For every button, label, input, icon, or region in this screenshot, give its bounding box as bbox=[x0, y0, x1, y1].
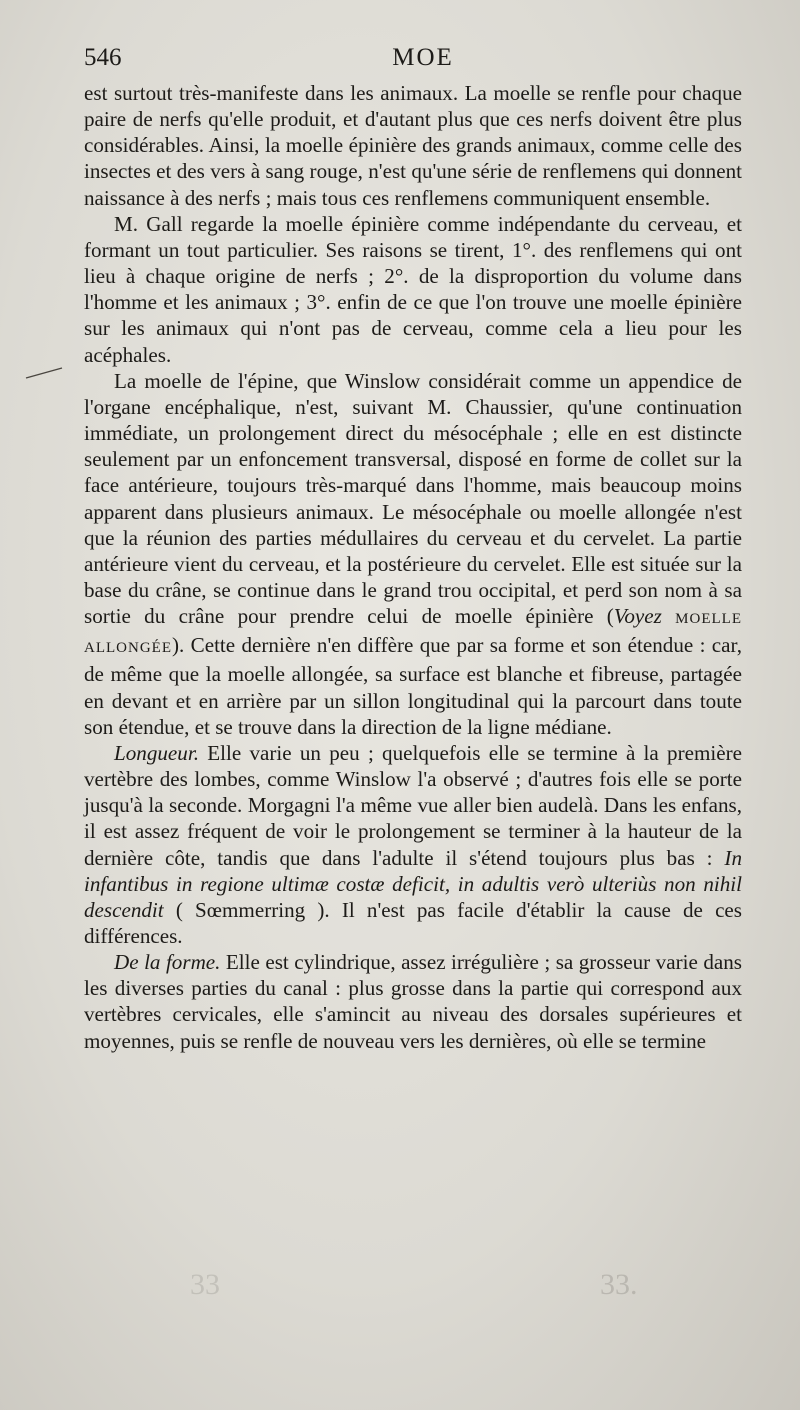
bleed-through-right: 33. bbox=[600, 1268, 638, 1301]
page-header bbox=[84, 44, 762, 84]
running-head: MOE bbox=[392, 44, 454, 71]
cross-reference: MOELLE ALLONGÉE bbox=[84, 611, 742, 657]
voyez-ref: Voyez bbox=[613, 604, 662, 629]
section-lead-longueur: Longueur. bbox=[114, 740, 199, 765]
paragraph-1: est surtout très-manifeste dans les animaux. La moelle se renfle pour chaque paire de nerfs qu'elle produit, et d'autant plus que ces nerfs doivent être plus considérables. Ainsi, la moelle épinière des grands animaux, comme celle des insectes et des vers à sang rouge, n'est qu'une série de renflemens qui donnent naissance à des nerfs ; mais tous ces renflemens communiquent ensemble. bbox=[84, 81, 742, 210]
latin-quote: In infantibus in regione ultimæ costæ deficit, in adultis verò ulteriùs non nihil descendit bbox=[84, 845, 742, 922]
bleed-through-left: 33 bbox=[190, 1268, 220, 1301]
section-lead-forme: De la forme. bbox=[114, 950, 221, 975]
paragraph-3: La moelle de l'épine, que Winslow considérait comme un appendice de l'organe encéphalique, n'est, suivant M. Chaussier, qu'une continuation immédiate, un prolongement direct du mésocéphale ; elle en est distincte seulement par un enfoncement transversal, disposé en forme de collet sur la face antérieure, toujours très-marqué dans l'homme, mais beaucoup moins apparent dans plusieurs animaux. Le mésocéphale ou moelle allongée n'est que la réunion des parties médullaires du cerveau et du cervelet. La partie antérieure vient du cerveau, et la postérieure du cervelet. Elle est située sur la base du crâne, se continue dans le grand trou occipital, et perd son nom à sa sortie du crâne pour prendre celui de moelle épinière (Voyez MOELLE ALLONGÉE). Cette dernière n'en diffère que par sa forme et son étendue : car, de même que la moelle allongée, sa surface est blanche et fibreuse, partagée en devant et en arrière par un sillon longitudinal qui la parcourt dans toute son étendue, et se trouve dans la direction de la ligne médiane. bbox=[84, 368, 742, 739]
margin-pencil-mark bbox=[24, 366, 64, 380]
paragraph-2: M. Gall regarde la moelle épinière comme indépendante du cerveau, et formant un tout particulier. Ses raisons se tirent, 1°. des renflemens qui ont lieu à chaque origine de nerfs ; 2°. de la disproportion du volume dans l'homme et les animaux ; 3°. enfin de ce que l'on trouve une moelle épinière sur les animaux qui n'ont pas de cerveau, comme cela a lieu pour les acéphales. bbox=[84, 211, 742, 367]
paragraph-4: Longueur. Elle varie un peu ; quelquefois elle se termine à la première vertèbre des lombes, comme Winslow l'a observé ; d'autres fois elle se porte jusqu'à la seconde. Morgagni l'a même vue aller bien audelà. Dans les enfans, il est assez fréquent de voir le prolongement se terminer à la hauteur de la dernière côte, tandis que dans l'adulte il s'étend toujours plus bas : In infantibus in regione ultimæ costæ deficit, in adultis verò ulteriùs non nihil descendit ( Sœmmerring ). Il n'est pas facile d'établir la cause de ces différences. bbox=[84, 740, 742, 948]
page-number: 546 bbox=[84, 44, 122, 71]
body-text bbox=[84, 80, 742, 1054]
paragraph-5: De la forme. Elle est cylindrique, assez irrégulière ; sa grosseur varie dans les diverses parties du canal : plus grosse dans la partie qui correspond aux vertèbres cervicales, elle s'amincit au niveau des dorsales supérieures et moyennes, puis se renfle de nouveau vers les dernières, où elle se termine bbox=[84, 950, 742, 1053]
